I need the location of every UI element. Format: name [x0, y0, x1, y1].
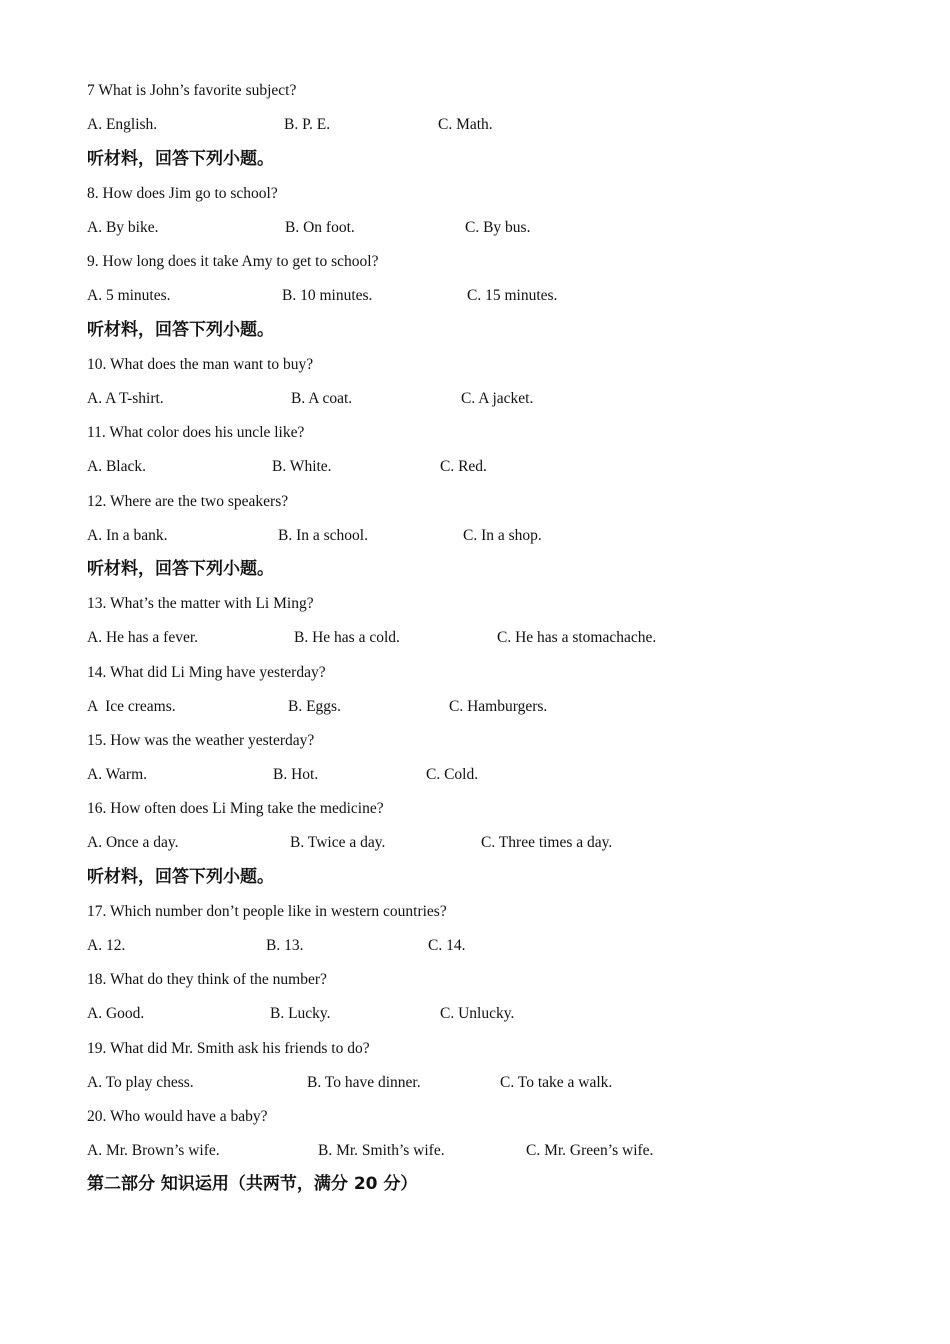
option-17b: B. 13. — [266, 937, 304, 954]
option-17a: A. 12. — [87, 937, 126, 954]
option-15c: C. Cold. — [426, 766, 479, 783]
option-18c: C. Unlucky. — [440, 1005, 515, 1022]
option-14c: C. Hamburgers. — [449, 698, 548, 715]
question-9: 9. How long does it take Amy to get to school? — [87, 253, 379, 270]
option-9a: A. 5 minutes. — [87, 287, 171, 304]
question-17: 17. Which number don’t people like in western countries? — [87, 903, 447, 920]
option-11a: A. Black. — [87, 458, 146, 475]
option-14b: B. Eggs. — [288, 698, 341, 715]
option-7b: B. P. E. — [284, 116, 331, 133]
option-10b: B. A coat. — [291, 390, 353, 407]
question-15: 15. How was the weather yesterday? — [87, 732, 315, 749]
question-14: 14. What did Li Ming have yesterday? — [87, 664, 326, 681]
option-9b: B. 10 minutes. — [282, 287, 373, 304]
option-10a: A. A T-shirt. — [87, 390, 164, 407]
section-heading-1: 听材料，回答下列小题。 — [87, 149, 274, 169]
option-19c: C. To take a walk. — [500, 1074, 613, 1091]
option-13a: A. He has a fever. — [87, 629, 199, 646]
option-13b: B. He has a cold. — [294, 629, 400, 646]
option-9c: C. 15 minutes. — [467, 287, 558, 304]
option-12b: B. In a school. — [278, 527, 368, 544]
option-11c: C. Red. — [440, 458, 487, 475]
option-12a: A. In a bank. — [87, 527, 168, 544]
option-19a: A. To play chess. — [87, 1074, 194, 1091]
part-two-heading: 第二部分 知识运用（共两节，满分 20 分） — [87, 1174, 418, 1194]
option-20b: B. Mr. Smith’s wife. — [318, 1142, 445, 1159]
section-heading-4: 听材料，回答下列小题。 — [87, 867, 274, 887]
option-8b: B. On foot. — [285, 219, 355, 236]
option-18b: B. Lucky. — [270, 1005, 331, 1022]
section-heading-2: 听材料，回答下列小题。 — [87, 320, 274, 340]
question-11: 11. What color does his uncle like? — [87, 424, 305, 441]
question-16: 16. How often does Li Ming take the medicine? — [87, 800, 384, 817]
option-7a: A. English. — [87, 116, 158, 133]
option-16c: C. Three times a day. — [481, 834, 613, 851]
option-14a: A Ice creams. — [87, 698, 176, 715]
question-8: 8. How does Jim go to school? — [87, 185, 278, 202]
option-11b: B. White. — [272, 458, 332, 475]
option-16b: B. Twice a day. — [290, 834, 386, 851]
option-15a: A. Warm. — [87, 766, 148, 783]
question-10: 10. What does the man want to buy? — [87, 356, 314, 373]
question-13: 13. What’s the matter with Li Ming? — [87, 595, 314, 612]
question-18: 18. What do they think of the number? — [87, 971, 327, 988]
question-7: 7 What is John’s favorite subject? — [87, 82, 297, 99]
option-8c: C. By bus. — [465, 219, 531, 236]
option-19b: B. To have dinner. — [307, 1074, 421, 1091]
option-7c: C. Math. — [438, 116, 493, 133]
option-15b: B. Hot. — [273, 766, 319, 783]
question-12: 12. Where are the two speakers? — [87, 493, 289, 510]
section-heading-3: 听材料，回答下列小题。 — [87, 559, 274, 579]
option-18a: A. Good. — [87, 1005, 145, 1022]
option-20c: C. Mr. Green’s wife. — [526, 1142, 654, 1159]
option-12c: C. In a shop. — [463, 527, 542, 544]
option-10c: C. A jacket. — [461, 390, 534, 407]
question-19: 19. What did Mr. Smith ask his friends to do? — [87, 1040, 370, 1057]
question-20: 20. Who would have a baby? — [87, 1108, 268, 1125]
option-8a: A. By bike. — [87, 219, 159, 236]
option-20a: A. Mr. Brown’s wife. — [87, 1142, 220, 1159]
option-17c: C. 14. — [428, 937, 466, 954]
option-13c: C. He has a stomachache. — [497, 629, 657, 646]
option-16a: A. Once a day. — [87, 834, 179, 851]
